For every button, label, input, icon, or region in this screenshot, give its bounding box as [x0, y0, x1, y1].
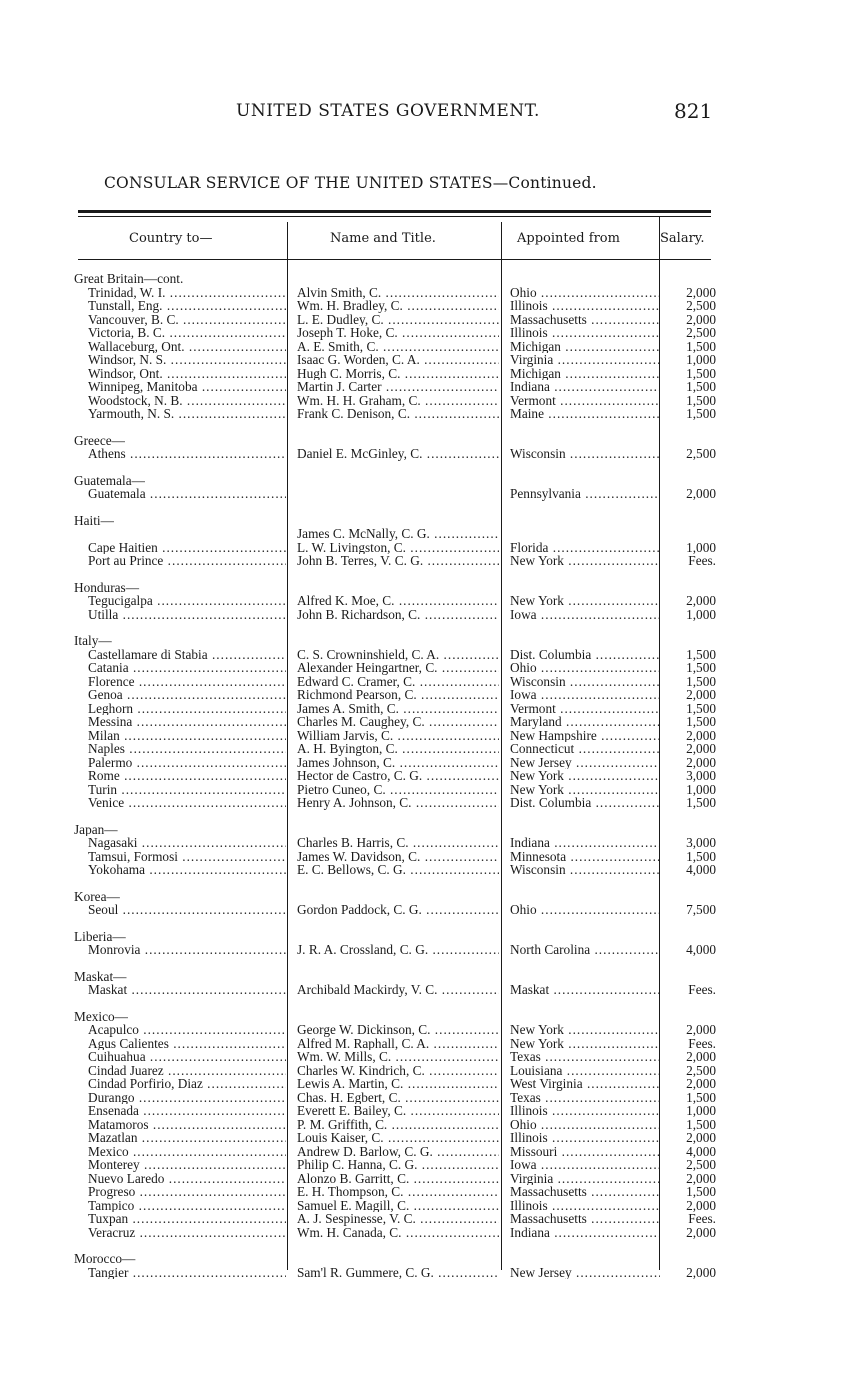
table-row — [74, 594, 724, 608]
table-row — [74, 326, 724, 340]
country-group — [74, 272, 724, 421]
post-cell: Turin ..... — [88, 783, 286, 797]
table-row — [74, 729, 724, 743]
name-cell: Lewis A. Martin, C. ..... — [297, 1077, 499, 1091]
salary-cell: 1,500 — [686, 848, 716, 864]
table-row — [74, 1077, 724, 1091]
name-cell: Gordon Paddock, C. G. ..... — [297, 903, 499, 917]
post-cell: Mazatlan ..... — [88, 1131, 286, 1145]
appointed-from-cell: Vermont ..... — [510, 394, 660, 408]
table-row — [74, 1185, 724, 1199]
post-cell: Cindad Juarez ..... — [88, 1064, 286, 1078]
appointed-from-cell: Virginia ..... — [510, 1172, 660, 1186]
table-row — [74, 1226, 724, 1240]
post-cell: Durango ..... — [88, 1091, 286, 1105]
salary-cell: 1,000 — [686, 781, 716, 797]
table-row — [74, 742, 724, 756]
post-cell: Monrovia ..... — [88, 943, 286, 957]
table-row — [74, 675, 724, 689]
appointed-from-cell: Michigan ..... — [510, 340, 660, 354]
name-cell: Philip C. Hanna, C. G. ..... — [297, 1158, 499, 1172]
appointed-from-cell: Dist. Columbia ..... — [510, 796, 660, 810]
salary-cell: 4,000 — [686, 1143, 716, 1159]
table-row — [74, 850, 724, 864]
appointed-from-cell: Louisiana ..... — [510, 1064, 660, 1078]
table-row — [74, 1023, 724, 1037]
country-heading: Japan— — [74, 822, 118, 836]
appointed-from-cell: Florida ..... — [510, 541, 660, 555]
table-row — [74, 702, 724, 716]
post-cell: Tegucigalpa ..... — [88, 594, 286, 608]
country-heading: Guatemala— — [74, 473, 145, 487]
country-group — [74, 514, 724, 568]
name-cell: James A. Smith, C. ..... — [297, 702, 499, 716]
appointed-from-cell: New Jersey ..... — [510, 756, 660, 770]
appointed-from-cell: Wisconsin ..... — [510, 863, 660, 877]
table-row — [74, 1050, 724, 1064]
table-row — [74, 554, 724, 568]
post-cell: Woodstock, N. B. ..... — [88, 394, 286, 408]
country-heading: Honduras— — [74, 580, 139, 594]
salary-cell: 1,500 — [686, 646, 716, 662]
appointed-from-cell: Ohio ..... — [510, 903, 660, 917]
appointed-from-cell: Ohio ..... — [510, 286, 660, 300]
salary-cell: 1,500 — [686, 1116, 716, 1132]
table-row — [74, 367, 724, 381]
table-row — [74, 353, 724, 367]
post-cell: Nagasaki ..... — [88, 836, 286, 850]
column-header-rule — [78, 259, 711, 260]
table-row — [74, 1118, 724, 1132]
salary-cell: 2,000 — [686, 486, 716, 501]
table-row — [74, 340, 724, 354]
appointed-from-cell: North Carolina ..... — [510, 943, 660, 957]
post-cell: Victoria, B. C. ..... — [88, 326, 286, 340]
appointed-from-cell: Texas ..... — [510, 1050, 660, 1064]
name-cell: Pietro Cuneo, C. ..... — [297, 783, 499, 797]
post-cell: Yokohama ..... — [88, 863, 286, 877]
table-row — [74, 1266, 724, 1280]
salary-cell: Fees. — [688, 1211, 716, 1226]
country-heading: Morocco— — [74, 1252, 136, 1266]
salary-cell: 1,500 — [686, 714, 716, 729]
name-cell: A. E. Smith, C. ..... — [297, 340, 499, 354]
salary-cell: 1,500 — [686, 406, 716, 421]
salary-cell: 3,000 — [686, 835, 716, 850]
country-group — [74, 890, 724, 917]
salary-cell: 1,000 — [686, 352, 716, 367]
name-cell: Alvin Smith, C. ..... — [297, 286, 499, 300]
appointed-from-cell: Pennsylvania ..... — [510, 487, 660, 501]
table-row — [74, 661, 724, 675]
post-cell: Agus Calientes ..... — [88, 1037, 286, 1051]
post-cell: Venice ..... — [88, 796, 286, 810]
salary-cell: 2,500 — [686, 298, 716, 313]
post-cell: Castellamare di Stabia ..... — [88, 648, 286, 662]
salary-cell: 1,500 — [686, 392, 716, 408]
country-group — [74, 1010, 724, 1240]
appointed-from-cell: Iowa ..... — [510, 688, 660, 702]
salary-cell: 2,000 — [686, 1197, 716, 1213]
table-row — [74, 648, 724, 662]
appointed-from-cell: New York ..... — [510, 783, 660, 797]
table-title: CONSULAR SERVICE OF THE UNITED STATES—Continued. — [104, 174, 597, 192]
name-cell: J. R. A. Crossland, C. G. ..... — [297, 943, 499, 957]
name-cell: Louis Kaiser, C. ..... — [297, 1131, 499, 1145]
name-cell: Wm. H. H. Graham, C. ..... — [297, 394, 499, 408]
appointed-from-cell: New Jersey ..... — [510, 1266, 660, 1280]
country-heading: Mexico— — [74, 1009, 128, 1023]
post-cell: Utilla ..... — [88, 608, 286, 622]
column-header-appointed: Appointed from — [517, 231, 620, 246]
name-cell: Frank C. Denison, C. ..... — [297, 407, 499, 421]
post-cell: Nuevo Laredo ..... — [88, 1172, 286, 1186]
name-cell: Charles B. Harris, C. ..... — [297, 836, 499, 850]
appointed-from-cell: Indiana ..... — [510, 836, 660, 850]
name-cell: L. E. Dudley, C. ..... — [297, 313, 499, 327]
country-group — [74, 823, 724, 877]
name-cell: Henry A. Johnson, C. ..... — [297, 796, 499, 810]
table-row — [74, 863, 724, 877]
salary-cell: 1,500 — [686, 1089, 716, 1105]
salary-cell: 3,000 — [686, 768, 716, 783]
post-cell: Tunstall, Eng. ..... — [88, 299, 286, 313]
appointed-from-cell: Illinois ..... — [510, 326, 660, 340]
name-cell: L. W. Livingston, C. ..... — [297, 541, 499, 555]
name-cell: Hector de Castro, C. G. ..... — [297, 769, 499, 783]
appointed-from-cell: Illinois ..... — [510, 1199, 660, 1213]
salary-cell: 2,500 — [686, 1062, 716, 1078]
post-cell: Monterey ..... — [88, 1158, 286, 1172]
table-row — [74, 1064, 724, 1078]
appointed-from-cell: Illinois ..... — [510, 299, 660, 313]
name-cell: E. C. Bellows, C. G. ..... — [297, 863, 499, 877]
header-rule-thick — [78, 210, 711, 213]
column-header-country: Country to— — [129, 231, 213, 246]
salary-cell: 2,000 — [686, 687, 716, 702]
post-cell: Matamoros ..... — [88, 1118, 286, 1132]
country-group — [74, 1252, 724, 1279]
header-title: UNITED STATES GOVERNMENT. — [236, 101, 540, 121]
appointed-from-cell: New York ..... — [510, 1023, 660, 1037]
post-cell: Cindad Porfirio, Diaz ..... — [88, 1077, 286, 1091]
post-cell: Milan ..... — [88, 729, 286, 743]
salary-cell: 2,000 — [686, 754, 716, 770]
name-cell: Martin J. Carter ..... — [297, 380, 499, 394]
post-cell: Maskat ..... — [88, 983, 286, 997]
name-cell: Alfred K. Moe, C. ..... — [297, 594, 499, 608]
salary-cell: 4,000 — [686, 862, 716, 877]
name-cell: A. J. Sespinesse, V. C. ..... — [297, 1212, 499, 1226]
name-cell: Edward C. Cramer, C. ..... — [297, 675, 499, 689]
name-cell: John B. Richardson, C. ..... — [297, 608, 499, 622]
salary-cell: Fees. — [688, 1035, 716, 1051]
name-cell: Charles W. Kindrich, C. ..... — [297, 1064, 499, 1078]
appointed-from-cell: Missouri ..... — [510, 1145, 660, 1159]
name-cell: James C. McNally, C. G. ..... — [297, 527, 499, 541]
table-row — [74, 983, 724, 997]
country-heading: Haiti— — [74, 513, 114, 527]
page-number: 821 — [674, 99, 713, 123]
post-cell: Cape Haitien ..... — [88, 541, 286, 555]
country-group — [74, 970, 724, 997]
name-cell: Joseph T. Hoke, C. ..... — [297, 326, 499, 340]
table-row — [74, 783, 724, 797]
table-row — [74, 1037, 724, 1051]
table-row — [74, 943, 724, 957]
table-row — [74, 796, 724, 810]
name-cell: Isaac G. Worden, C. A. ..... — [297, 353, 499, 367]
post-cell: Mexico ..... — [88, 1145, 286, 1159]
post-cell: Rome ..... — [88, 769, 286, 783]
table-row — [74, 313, 724, 327]
name-cell: Alexander Heingartner, C. ..... — [297, 661, 499, 675]
appointed-from-cell: Massachusetts ..... — [510, 1212, 660, 1226]
appointed-from-cell: Iowa ..... — [510, 608, 660, 622]
salary-cell: 1,500 — [686, 1184, 716, 1199]
post-cell: Yarmouth, N. S. ..... — [88, 407, 286, 421]
column-header-salary: Salary. — [660, 231, 705, 246]
appointed-from-cell: New York ..... — [510, 769, 660, 783]
appointed-from-cell: Wisconsin ..... — [510, 447, 660, 461]
name-cell: Archibald Mackirdy, V. C. ..... — [297, 983, 499, 997]
salary-cell: 1,500 — [686, 365, 716, 381]
name-cell: Hugh C. Morris, C. ..... — [297, 367, 499, 381]
salary-cell: 1,500 — [686, 673, 716, 689]
appointed-from-cell: New Hampshire ..... — [510, 729, 660, 743]
salary-cell: 1,000 — [686, 1103, 716, 1118]
salary-cell: 2,500 — [686, 446, 716, 461]
post-cell: Tampico ..... — [88, 1199, 286, 1213]
country-group — [74, 434, 724, 461]
name-cell: E. H. Thompson, C. ..... — [297, 1185, 499, 1199]
header-rule-thin — [78, 216, 711, 217]
appointed-from-cell: Ohio ..... — [510, 1118, 660, 1132]
salary-cell: 2,000 — [686, 1022, 716, 1037]
appointed-from-cell: Massachusetts ..... — [510, 313, 660, 327]
post-cell: Florence ..... — [88, 675, 286, 689]
appointed-from-cell: Virginia ..... — [510, 353, 660, 367]
salary-cell: Fees. — [688, 982, 716, 997]
table-row — [74, 1158, 724, 1172]
table-row — [74, 527, 724, 541]
table-row — [74, 407, 724, 421]
salary-cell: 2,000 — [686, 727, 716, 743]
appointed-from-cell: Texas ..... — [510, 1091, 660, 1105]
name-cell: Sam'l R. Gummere, C. G. ..... — [297, 1266, 499, 1280]
post-cell: Veracruz ..... — [88, 1226, 286, 1240]
post-cell: Tuxpan ..... — [88, 1212, 286, 1226]
salary-cell: 1,500 — [686, 700, 716, 716]
table-row — [74, 715, 724, 729]
salary-cell: 2,500 — [686, 325, 716, 340]
appointed-from-cell: Iowa ..... — [510, 1158, 660, 1172]
salary-cell: 2,000 — [686, 741, 716, 756]
appointed-from-cell: Maine ..... — [510, 407, 660, 421]
table-row — [74, 286, 724, 300]
post-cell: Seoul ..... — [88, 903, 286, 917]
salary-cell: 2,500 — [686, 1157, 716, 1172]
table-row — [74, 394, 724, 408]
table-row — [74, 903, 724, 917]
name-cell: C. S. Crowninshield, C. A. ..... — [297, 648, 499, 662]
name-cell: Richmond Pearson, C. ..... — [297, 688, 499, 702]
appointed-from-cell: Maskat ..... — [510, 983, 660, 997]
consular-table — [74, 272, 724, 1292]
post-cell: Guatemala ..... — [88, 487, 286, 501]
name-cell: Andrew D. Barlow, C. G. ..... — [297, 1145, 499, 1159]
table-row — [74, 1212, 724, 1226]
country-group — [74, 474, 724, 501]
table-row — [74, 380, 724, 394]
country-heading: Korea— — [74, 889, 120, 903]
salary-cell: 1,500 — [686, 379, 716, 394]
post-cell: Acapulco ..... — [88, 1023, 286, 1037]
post-cell: Port au Prince ..... — [88, 554, 286, 568]
post-cell: Wallaceburg, Ont. ..... — [88, 340, 286, 354]
name-cell: P. M. Griffith, C. ..... — [297, 1118, 499, 1132]
appointed-from-cell: Illinois ..... — [510, 1104, 660, 1118]
salary-cell: 1,500 — [686, 795, 716, 810]
post-cell: Vancouver, B. C. ..... — [88, 313, 286, 327]
post-cell: Progreso ..... — [88, 1185, 286, 1199]
salary-cell: 1,000 — [686, 606, 716, 622]
country-heading: Great Britain—cont. — [74, 272, 184, 286]
table-row — [74, 836, 724, 850]
table-row — [74, 688, 724, 702]
post-cell: Naples ..... — [88, 742, 286, 756]
table-row — [74, 1145, 724, 1159]
appointed-from-cell: New York ..... — [510, 554, 660, 568]
table-row — [74, 1104, 724, 1118]
name-cell: Samuel E. Magill, C. ..... — [297, 1199, 499, 1213]
appointed-from-cell: Michigan ..... — [510, 367, 660, 381]
post-cell: Tamsui, Formosi ..... — [88, 850, 286, 864]
table-row — [74, 1172, 724, 1186]
table-row — [74, 487, 724, 501]
salary-cell: 7,500 — [686, 902, 716, 917]
appointed-from-cell: West Virginia ..... — [510, 1077, 660, 1091]
appointed-from-cell: New York ..... — [510, 594, 660, 608]
post-cell: Athens ..... — [88, 447, 286, 461]
appointed-from-cell: Dist. Columbia ..... — [510, 648, 660, 662]
salary-cell: 2,000 — [686, 1224, 716, 1240]
appointed-from-cell: Illinois ..... — [510, 1131, 660, 1145]
name-cell: Alonzo B. Garritt, C. ..... — [297, 1172, 499, 1186]
post-cell: Windsor, N. S. ..... — [88, 353, 286, 367]
salary-cell: 2,000 — [686, 593, 716, 608]
name-cell: William Jarvis, C. ..... — [297, 729, 499, 743]
post-cell: Palermo ..... — [88, 756, 286, 770]
table-row — [74, 541, 724, 555]
salary-cell: 2,000 — [686, 1264, 716, 1280]
post-cell: Catania ..... — [88, 661, 286, 675]
post-cell: Tangier ..... — [88, 1266, 286, 1280]
country-heading: Italy— — [74, 634, 112, 648]
table-row — [74, 769, 724, 783]
salary-cell: 2,000 — [686, 1076, 716, 1091]
name-cell: Chas. H. Egbert, C. ..... — [297, 1091, 499, 1105]
name-cell: Wm. H. Bradley, C. ..... — [297, 299, 499, 313]
name-cell: Wm. H. Canada, C. ..... — [297, 1226, 499, 1240]
appointed-from-cell: Massachusetts ..... — [510, 1185, 660, 1199]
country-group — [74, 930, 724, 957]
table-row — [74, 756, 724, 770]
appointed-from-cell: Minnesota ..... — [510, 850, 660, 864]
salary-cell: 1,500 — [686, 660, 716, 675]
appointed-from-cell: Maryland ..... — [510, 715, 660, 729]
post-cell: Ensenada ..... — [88, 1104, 286, 1118]
post-cell: Winnipeg, Manitoba ..... — [88, 380, 286, 394]
name-cell: Alfred M. Raphall, C. A. ..... — [297, 1037, 499, 1051]
name-cell: Daniel E. McGinley, C. ..... — [297, 447, 499, 461]
country-heading: Maskat— — [74, 969, 127, 983]
table-row — [74, 299, 724, 313]
salary-cell: 2,000 — [686, 311, 716, 327]
name-cell: Everett E. Bailey, C. ..... — [297, 1104, 499, 1118]
column-header-name: Name and Title. — [330, 231, 436, 246]
country-group — [74, 581, 724, 622]
appointed-from-cell: Connecticut ..... — [510, 742, 660, 756]
appointed-from-cell: Indiana ..... — [510, 1226, 660, 1240]
salary-cell: 2,000 — [686, 1049, 716, 1064]
post-cell: Messina ..... — [88, 715, 286, 729]
appointed-from-cell: Indiana ..... — [510, 380, 660, 394]
salary-cell: Fees. — [688, 553, 716, 568]
table-row — [74, 1199, 724, 1213]
post-cell: Leghorn ..... — [88, 702, 286, 716]
salary-cell: 2,000 — [686, 1130, 716, 1145]
country-heading: Liberia— — [74, 929, 126, 943]
post-cell: Windsor, Ont. ..... — [88, 367, 286, 381]
salary-cell: 2,000 — [686, 1170, 716, 1186]
appointed-from-cell: Vermont ..... — [510, 702, 660, 716]
name-cell: Wm. W. Mills, C. ..... — [297, 1050, 499, 1064]
post-cell: Genoa ..... — [88, 688, 286, 702]
table-row — [74, 1091, 724, 1105]
salary-cell: 1,500 — [686, 338, 716, 354]
post-cell: Trinidad, W. I. ..... — [88, 286, 286, 300]
name-cell: James Johnson, C. ..... — [297, 756, 499, 770]
name-cell: John B. Terres, V. C. G. ..... — [297, 554, 499, 568]
table-row — [74, 1131, 724, 1145]
post-cell: Cuihuahua ..... — [88, 1050, 286, 1064]
name-cell: George W. Dickinson, C. ..... — [297, 1023, 499, 1037]
appointed-from-cell: Wisconsin ..... — [510, 675, 660, 689]
name-cell: James W. Davidson, C. ..... — [297, 850, 499, 864]
name-cell: Charles M. Caughey, C. ..... — [297, 715, 499, 729]
table-row — [74, 447, 724, 461]
appointed-from-cell: New York ..... — [510, 1037, 660, 1051]
salary-cell: 2,000 — [686, 284, 716, 300]
table-row — [74, 608, 724, 622]
appointed-from-cell: Ohio ..... — [510, 661, 660, 675]
salary-cell: 1,000 — [686, 539, 716, 555]
salary-cell: 4,000 — [686, 942, 716, 957]
country-heading: Greece— — [74, 433, 125, 447]
country-group — [74, 634, 724, 810]
name-cell: A. H. Byington, C. ..... — [297, 742, 499, 756]
